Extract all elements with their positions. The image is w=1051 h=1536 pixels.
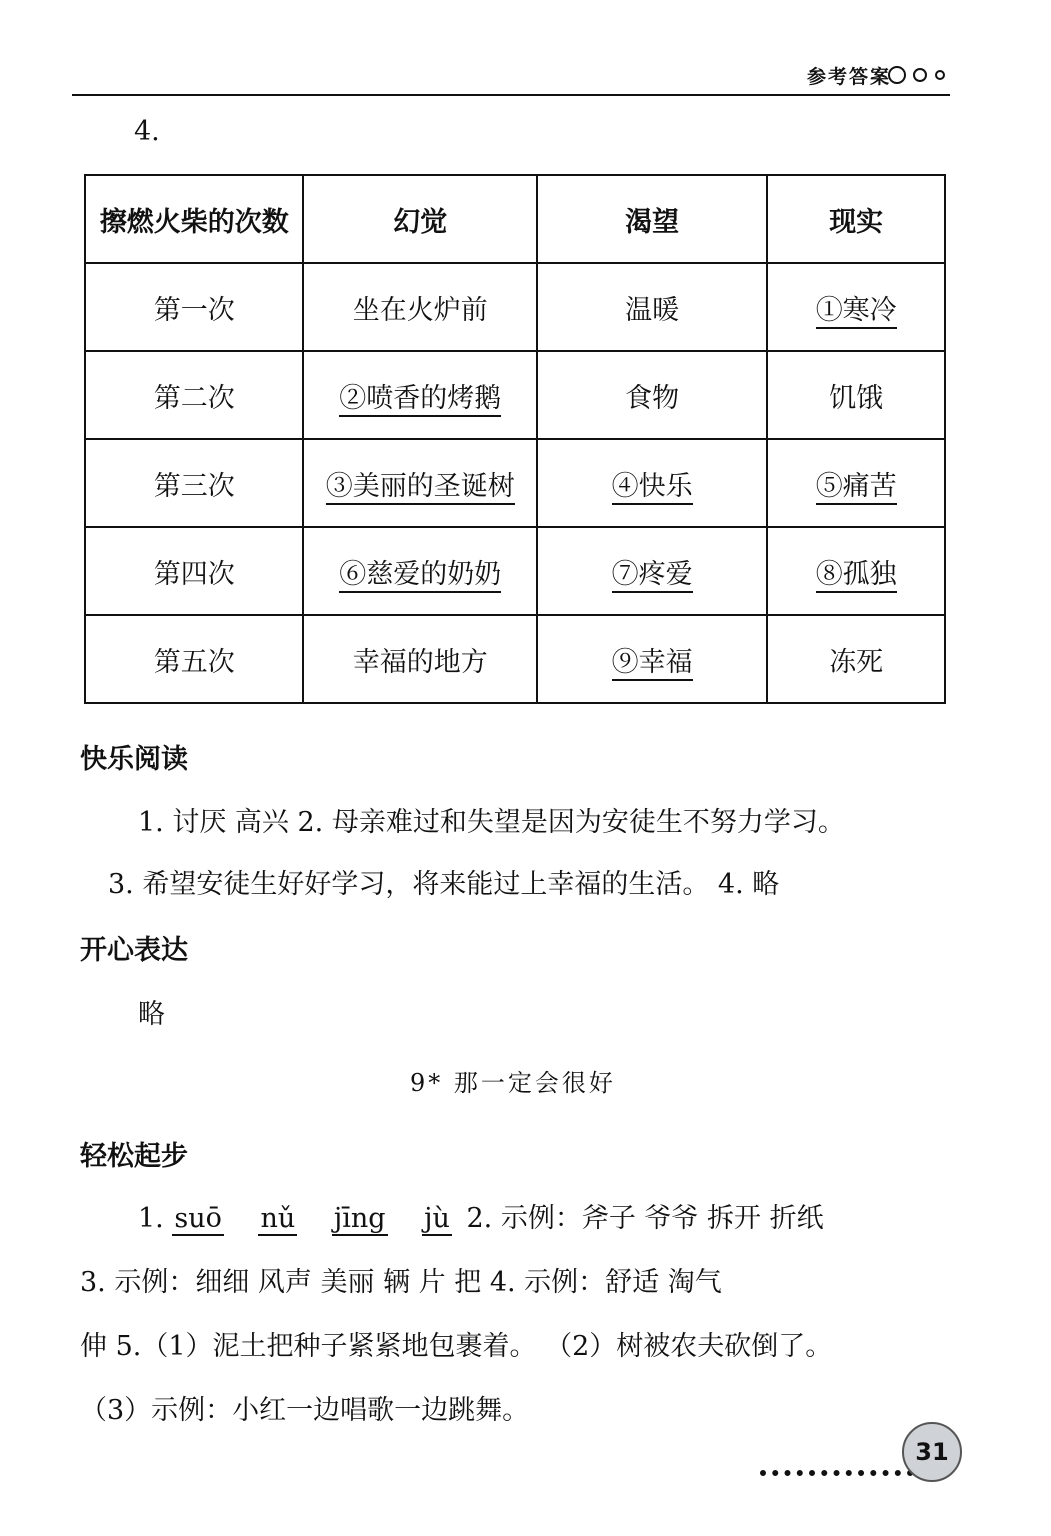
answer-blank: ①寒冷	[816, 295, 897, 329]
question-2-answer: 2. 示例：斧子 爷爷 拆开 折纸	[466, 1203, 824, 1234]
pinyin-answer: jù	[424, 1203, 450, 1234]
table-cell	[303, 351, 536, 439]
start-answer-line-2: 3. 示例：细细 风声 美丽 辆 片 把 4. 示例：舒适 淘气	[80, 1267, 722, 1298]
table-cell: 坐在火炉前	[303, 263, 536, 351]
section-title-expression: 开心表达	[80, 935, 188, 966]
table-cell	[767, 527, 945, 615]
matches-answer-table	[84, 174, 946, 704]
table-row	[85, 263, 945, 351]
question-number: 1.	[138, 1203, 164, 1234]
table-cell	[767, 439, 945, 527]
start-answer-line-4: （3）示例：小红一边唱歌一边跳舞。	[80, 1395, 530, 1426]
start-answer-line-1	[138, 1196, 824, 1235]
pinyin-answer: suō	[174, 1203, 222, 1234]
table-header-cell: 幻觉	[303, 175, 536, 263]
table-cell: 第一次	[85, 263, 303, 351]
pinyin-answer: jīng	[333, 1203, 386, 1234]
header-title: 参考答案	[806, 66, 891, 88]
reading-answer-line: 1. 讨厌 高兴 2. 母亲难过和失望是因为安徒生不努力学习。	[138, 807, 845, 838]
table-cell: 第二次	[85, 351, 303, 439]
section-title-reading: 快乐阅读	[80, 744, 188, 775]
answer-blank: ④快乐	[612, 471, 693, 505]
table-header-cell: 现实	[767, 175, 945, 263]
answer-blank: ②喷香的烤鹅	[339, 383, 501, 417]
table-row	[85, 527, 945, 615]
expression-answer: 略	[138, 999, 165, 1030]
answer-blank: ⑨幸福	[612, 647, 693, 681]
table-cell	[537, 527, 767, 615]
question-4-number: 4.	[134, 116, 160, 147]
answer-blank: ⑤痛苦	[816, 471, 897, 505]
table-cell: 幸福的地方	[303, 615, 536, 703]
table-cell	[303, 527, 536, 615]
table-cell: 食物	[537, 351, 767, 439]
header-divider	[72, 94, 950, 96]
table-cell	[537, 615, 767, 703]
table-cell	[537, 439, 767, 527]
table-cell	[303, 439, 536, 527]
table-header-cell: 渴望	[537, 175, 767, 263]
page-number: 31	[902, 1422, 962, 1482]
lesson-title: 9* 那一定会很好	[410, 1069, 616, 1097]
table-header-row	[85, 175, 945, 263]
table-cell: 温暖	[537, 263, 767, 351]
table-cell: 第三次	[85, 439, 303, 527]
section-title-start: 轻松起步	[80, 1141, 188, 1172]
table-header-cell: 擦燃火柴的次数	[85, 175, 303, 263]
reading-answer-line: 3. 希望安徒生好好学习，将来能过上幸福的生活。 4. 略	[108, 869, 780, 900]
pinyin-answer: nǔ	[260, 1203, 296, 1234]
table-cell: 饥饿	[767, 351, 945, 439]
table-cell: 第四次	[85, 527, 303, 615]
table-cell: 冻死	[767, 615, 945, 703]
answer-blank: ⑦疼爱	[612, 559, 693, 593]
table-row	[85, 615, 945, 703]
answer-blank: ⑧孤独	[816, 559, 897, 593]
answer-blank: ⑥慈爱的奶奶	[339, 559, 501, 593]
start-answer-line-3: 伸 5.（1）泥土把种子紧紧地包裹着。 （2）树被农夫砍倒了。	[80, 1331, 833, 1362]
table-row	[85, 439, 945, 527]
table-row	[85, 351, 945, 439]
answer-blank: ③美丽的圣诞树	[326, 471, 515, 505]
table-cell: 第五次	[85, 615, 303, 703]
table-cell	[767, 263, 945, 351]
